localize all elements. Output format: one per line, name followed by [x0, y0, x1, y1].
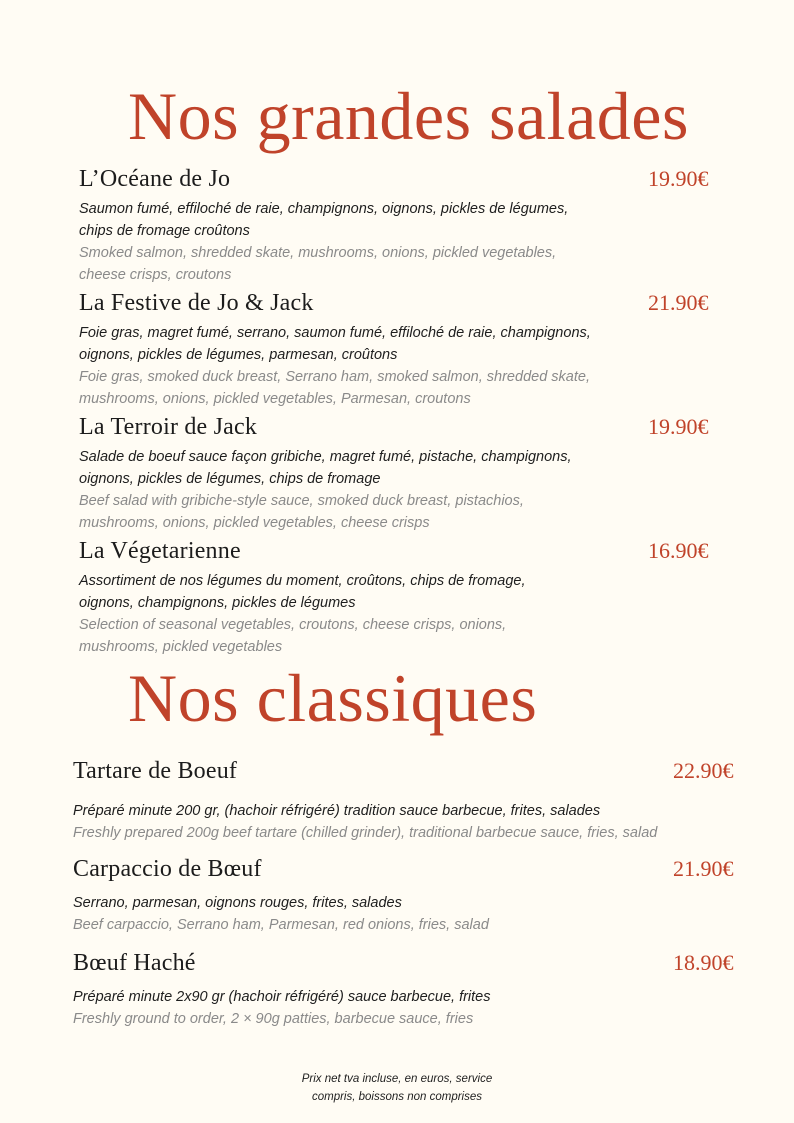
- description-line: Foie gras, magret fumé, serrano, saumon fumé, effiloché de raie, champignons,: [79, 325, 591, 341]
- description-line: mushrooms, onions, pickled vegetables, cheese crisps: [79, 515, 430, 531]
- description-line: oignons, champignons, pickles de légumes: [79, 595, 356, 611]
- menu-item: [73, 854, 753, 936]
- item-header: [73, 756, 753, 786]
- item-price: 22.90€: [673, 758, 734, 783]
- menu-item: [79, 288, 709, 410]
- description-line: Assortiment de nos légumes du moment, croûtons, chips de fromage,: [79, 573, 526, 589]
- description-french: Préparé minute 2x90 gr (hachoir réfrigéré) sauce barbecue, frites: [73, 989, 491, 1005]
- section-title-classiques: Nos classiques: [128, 660, 538, 736]
- description-english: [79, 366, 639, 410]
- description-line: oignons, pickles de légumes, parmesan, croûtons: [79, 347, 398, 363]
- item-price: 16.90€: [648, 538, 709, 563]
- item-header: [79, 536, 709, 566]
- description-french: [79, 198, 639, 242]
- item-header: [79, 288, 709, 318]
- item-name: Tartare de Boeuf: [73, 758, 238, 784]
- footnote-line: compris, boissons non comprises: [311, 1091, 482, 1103]
- description-english: [79, 614, 639, 658]
- footnote-line: Prix net tva incluse, en euros, service: [301, 1073, 493, 1085]
- menu-item: [79, 164, 709, 286]
- item-name: L’Océane de Jo: [79, 166, 231, 192]
- description-french: [79, 570, 639, 614]
- description-line: chips de fromage croûtons: [79, 223, 250, 239]
- description-english: [79, 490, 639, 534]
- description-line: Selection of seasonal vegetables, croutons, cheese crisps, onions,: [79, 617, 507, 633]
- item-header: [73, 854, 753, 884]
- description-english: Beef carpaccio, Serrano ham, Parmesan, red onions, fries, salad: [73, 917, 489, 933]
- description-line: Smoked salmon, shredded skate, mushrooms, onions, pickled vegetables,: [79, 245, 557, 261]
- item-name: La Festive de Jo & Jack: [79, 290, 314, 316]
- item-name: Bœuf Haché: [73, 950, 196, 976]
- description-french: [79, 446, 639, 490]
- item-price: 18.90€: [673, 950, 734, 975]
- menu-item: [73, 948, 753, 1030]
- description-english: Freshly ground to order, 2 × 90g patties, barbecue sauce, fries: [73, 1011, 474, 1027]
- menu-item: [73, 756, 753, 844]
- item-name: Carpaccio de Bœuf: [73, 856, 262, 882]
- item-price: 19.90€: [648, 414, 709, 439]
- price-footnote: [247, 1070, 547, 1106]
- item-header: [73, 948, 753, 978]
- item-price: 19.90€: [648, 166, 709, 191]
- menu-item: [79, 536, 709, 658]
- item-header: [79, 164, 709, 194]
- description-french: [79, 322, 639, 366]
- description-french: Préparé minute 200 gr, (hachoir réfrigéré) tradition sauce barbecue, frites, salades: [73, 803, 601, 819]
- item-name: La Végetarienne: [79, 538, 241, 564]
- description-line: Foie gras, smoked duck breast, Serrano ham, smoked salmon, shredded skate,: [79, 369, 590, 385]
- section-title-salades: Nos grandes salades: [128, 78, 689, 154]
- description-english: Freshly prepared 200g beef tartare (chilled grinder), traditional barbecue sauce, fries, salad: [73, 825, 658, 841]
- item-price: 21.90€: [648, 290, 709, 315]
- description-line: oignons, pickles de légumes, chips de fromage: [79, 471, 381, 487]
- description-line: cheese crisps, croutons: [79, 267, 232, 283]
- description-french: Serrano, parmesan, oignons rouges, frites, salades: [73, 895, 402, 911]
- description-line: mushrooms, pickled vegetables: [79, 639, 283, 655]
- description-line: Salade de boeuf sauce façon gribiche, magret fumé, pistache, champignons,: [79, 449, 572, 465]
- menu-item: [79, 412, 709, 534]
- item-name: La Terroir de Jack: [79, 414, 258, 440]
- description-line: Saumon fumé, effiloché de raie, champignons, oignons, pickles de légumes,: [79, 201, 569, 217]
- description-line: Beef salad with gribiche-style sauce, smoked duck breast, pistachios,: [79, 493, 524, 509]
- item-header: [79, 412, 709, 442]
- description-line: mushrooms, onions, pickled vegetables, Parmesan, croutons: [79, 391, 471, 407]
- description-english: [79, 242, 639, 286]
- item-price: 21.90€: [673, 856, 734, 881]
